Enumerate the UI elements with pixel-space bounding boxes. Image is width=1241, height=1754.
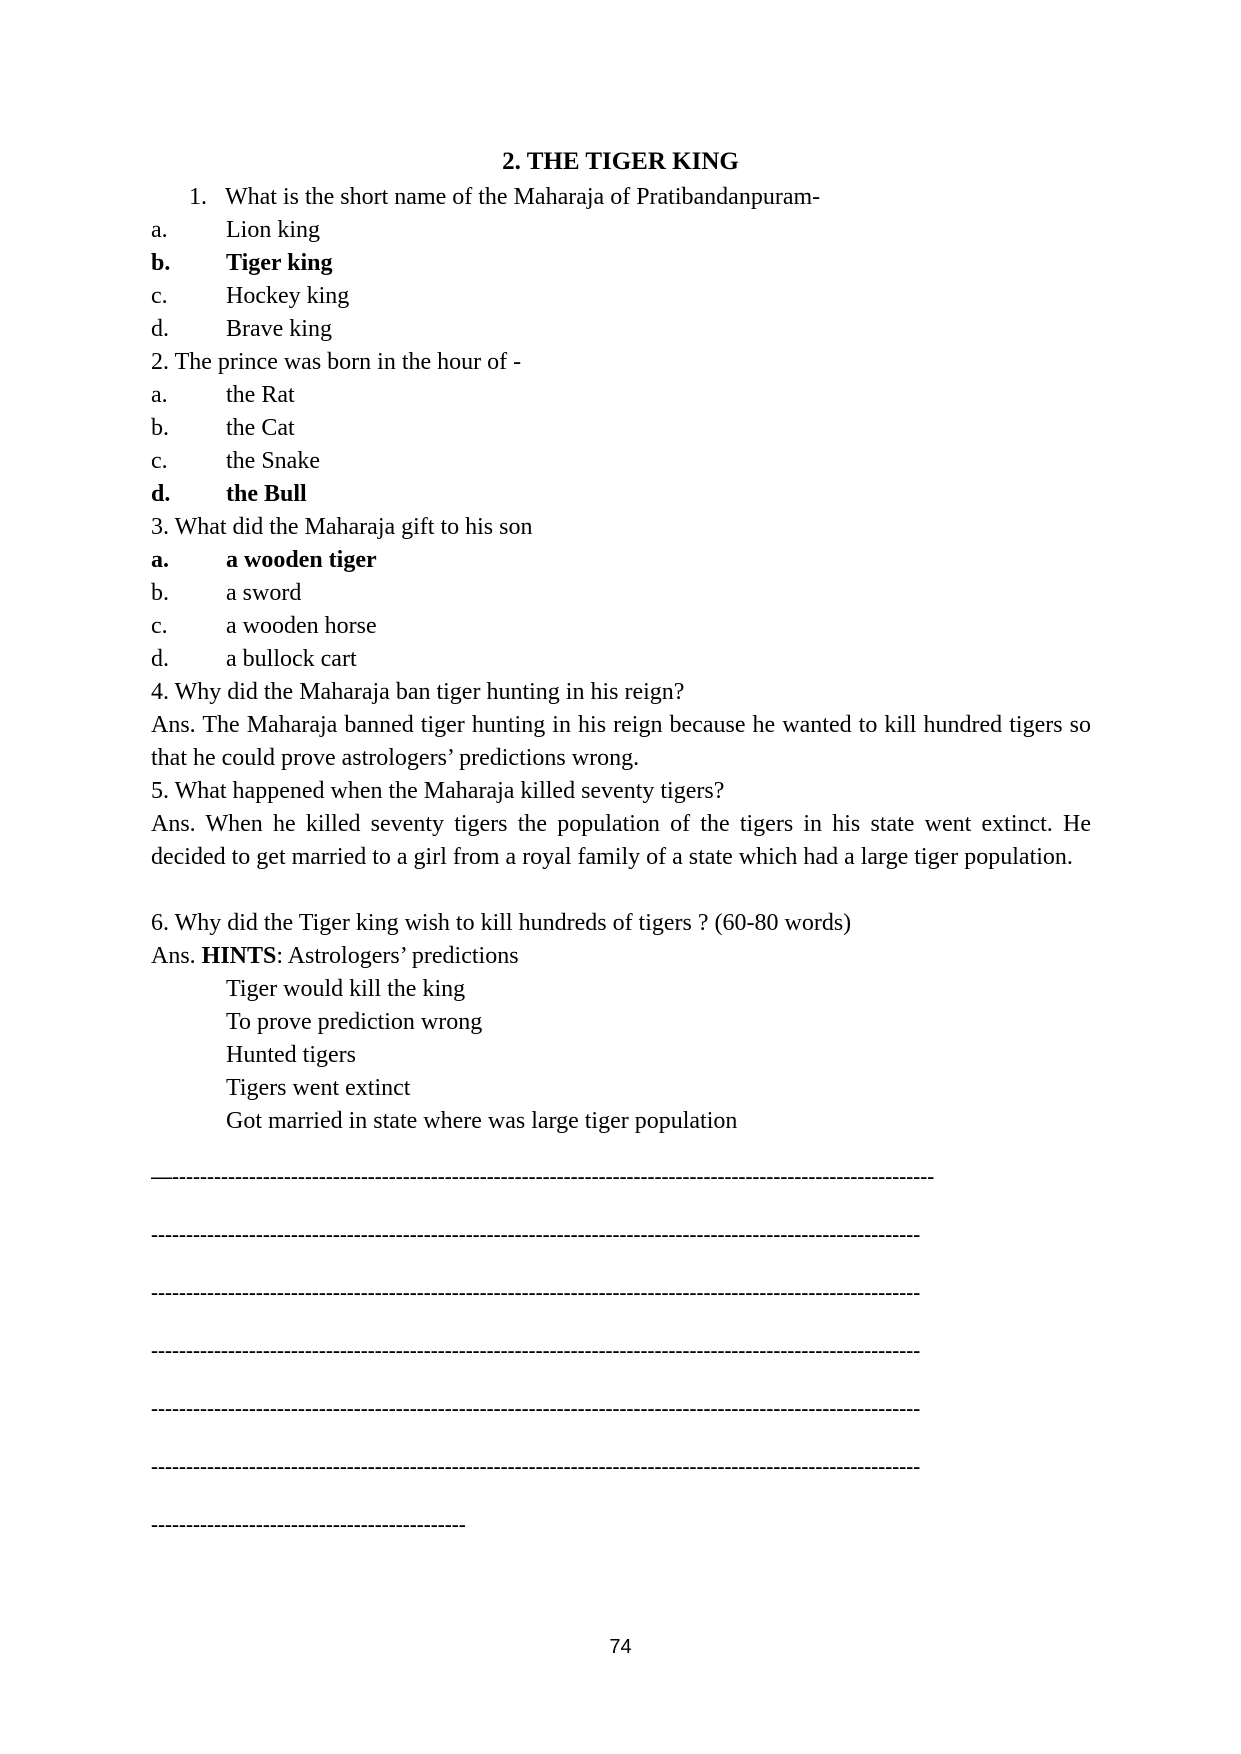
option-label: c. bbox=[151, 448, 168, 474]
answer-5: Ans. When he killed seventy tigers the population of the tigers in his state went extinct. He decided to get married to a girl from a royal family of a state which had a large tiger population. bbox=[151, 811, 1091, 870]
q3-option-d bbox=[151, 644, 357, 674]
hint-item: Got married in state where was large tiger population bbox=[226, 1108, 738, 1134]
option-label: d. bbox=[151, 646, 169, 672]
question-2: 2. The prince was born in the hour of - bbox=[151, 349, 522, 375]
q1-option-d bbox=[151, 314, 332, 344]
option-text: a wooden tiger bbox=[226, 547, 377, 573]
question-3: 3. What did the Maharaja gift to his son bbox=[151, 514, 533, 540]
q2-option-d bbox=[151, 479, 307, 509]
option-label: b. bbox=[151, 580, 169, 606]
answer-line: -------------------------------------------------------------------------------------------------------------- bbox=[151, 1338, 921, 1362]
hint-item: Tiger would kill the king bbox=[226, 976, 466, 1002]
answer-line: -------------------------------------------------------------------------------------------------------------- bbox=[151, 1396, 921, 1420]
page-number: 74 bbox=[609, 1636, 632, 1658]
option-text: Tiger king bbox=[226, 250, 333, 276]
chapter-title: 2. THE TIGER KING bbox=[502, 148, 739, 175]
hints-first: : Astrologers’ predictions bbox=[276, 943, 519, 969]
question-1-number: 1. bbox=[189, 184, 207, 210]
q1-option-b bbox=[151, 248, 332, 278]
ans-prefix: Ans. bbox=[151, 943, 202, 969]
answer-line: —------------------------------------------------------------------------------------------------------------- bbox=[151, 1164, 935, 1188]
option-label: a. bbox=[151, 547, 169, 573]
option-text: Hockey king bbox=[226, 283, 350, 309]
question-6: 6. Why did the Tiger king wish to kill hundreds of tigers ? (60-80 words) bbox=[151, 910, 852, 936]
question-1-text: What is the short name of the Maharaja of Pratibandanpuram- bbox=[225, 184, 821, 210]
hint-item: Hunted tigers bbox=[226, 1042, 356, 1068]
question-1 bbox=[189, 182, 820, 212]
option-text: the Rat bbox=[226, 382, 295, 408]
option-text: a wooden horse bbox=[226, 613, 377, 639]
q2-option-a bbox=[151, 380, 295, 410]
answer-4: Ans. The Maharaja banned tiger hunting in his reign because he wanted to kill hundred tigers so that he could prove astrologers’ predictions wrong. bbox=[151, 712, 1091, 771]
option-label: b. bbox=[151, 415, 169, 441]
option-text: a sword bbox=[226, 580, 302, 606]
answer-line-short: --------------------------------------------- bbox=[151, 1512, 466, 1536]
question-4: 4. Why did the Maharaja ban tiger hunting in his reign? bbox=[151, 679, 685, 705]
answer-line: -------------------------------------------------------------------------------------------------------------- bbox=[151, 1454, 921, 1478]
option-text: Brave king bbox=[226, 316, 332, 342]
option-label: d. bbox=[151, 481, 171, 507]
option-label: a. bbox=[151, 382, 168, 408]
option-text: the Snake bbox=[226, 448, 320, 474]
option-label: b. bbox=[151, 250, 171, 276]
answer-line: -------------------------------------------------------------------------------------------------------------- bbox=[151, 1222, 921, 1246]
q3-option-c bbox=[151, 611, 377, 641]
q2-option-c bbox=[151, 446, 320, 476]
option-label: c. bbox=[151, 613, 168, 639]
q2-option-b bbox=[151, 413, 295, 443]
question-5: 5. What happened when the Maharaja killed seventy tigers? bbox=[151, 778, 725, 804]
option-text: the Cat bbox=[226, 415, 295, 441]
q1-option-a bbox=[151, 215, 320, 245]
hint-item: Tigers went extinct bbox=[226, 1075, 411, 1101]
hint-item: To prove prediction wrong bbox=[226, 1009, 483, 1035]
hints-label: HINTS bbox=[201, 943, 277, 969]
option-label: a. bbox=[151, 217, 168, 243]
option-text: the Bull bbox=[226, 481, 307, 507]
option-text: a bullock cart bbox=[226, 646, 357, 672]
answer-6-hints bbox=[151, 941, 519, 971]
answer-line: -------------------------------------------------------------------------------------------------------------- bbox=[151, 1280, 921, 1304]
q3-option-a bbox=[151, 545, 377, 575]
option-label: d. bbox=[151, 316, 169, 342]
q3-option-b bbox=[151, 578, 301, 608]
option-label: c. bbox=[151, 283, 168, 309]
option-text: Lion king bbox=[226, 217, 320, 243]
q1-option-c bbox=[151, 281, 349, 311]
